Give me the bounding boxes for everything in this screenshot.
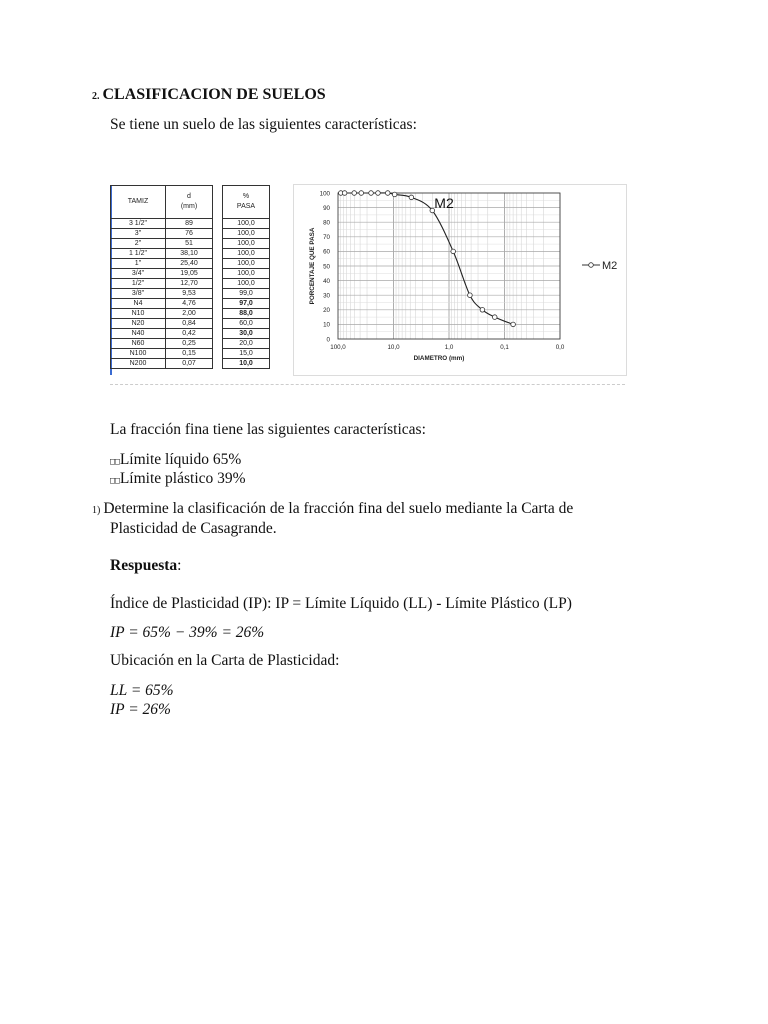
liquid-limit-text: Límite líquido 65% bbox=[119, 451, 242, 468]
cell-passing: 30,0 bbox=[223, 329, 270, 339]
cell-diameter: 38,10 bbox=[166, 249, 213, 259]
y-tick-label: 10 bbox=[323, 321, 330, 329]
section-number: 2. bbox=[92, 91, 100, 102]
cell-tamiz: 3/4" bbox=[111, 269, 166, 279]
data-point bbox=[342, 191, 347, 196]
data-point bbox=[430, 208, 435, 213]
cell-passing: 100,0 bbox=[223, 219, 270, 229]
table-row bbox=[223, 219, 270, 229]
x-tick-label: 10,0 bbox=[387, 344, 400, 351]
table-row bbox=[223, 339, 270, 349]
cell-diameter: 0,25 bbox=[166, 339, 213, 349]
data-point bbox=[369, 191, 374, 196]
ip-formula: IP = 65% − 39% = 26% bbox=[110, 624, 265, 641]
cell-passing: 20,0 bbox=[223, 339, 270, 349]
cell-passing: 60,0 bbox=[223, 319, 270, 329]
table-row bbox=[111, 349, 213, 359]
table-row bbox=[111, 339, 213, 349]
granulometric-chart bbox=[293, 184, 627, 376]
table-row bbox=[111, 299, 213, 309]
ll-value: LL = 65% bbox=[110, 682, 174, 699]
data-point bbox=[480, 308, 485, 313]
cell-diameter: 51 bbox=[166, 239, 213, 249]
cell-tamiz: 3" bbox=[111, 229, 166, 239]
table-row bbox=[111, 269, 213, 279]
cell-diameter: 0,15 bbox=[166, 349, 213, 359]
table-row bbox=[111, 279, 213, 289]
cell-tamiz: 1 1/2" bbox=[111, 249, 166, 259]
section-title: CLASIFICACION DE SUELOS bbox=[102, 86, 326, 103]
section-heading bbox=[92, 86, 326, 104]
y-tick-label: 60 bbox=[323, 248, 330, 256]
table-row bbox=[223, 299, 270, 309]
cell-tamiz: 3 1/2" bbox=[111, 219, 166, 229]
answer-label-line bbox=[110, 556, 181, 575]
y-tick-label: 100 bbox=[319, 190, 330, 198]
y-tick-label: 80 bbox=[323, 219, 330, 227]
cell-tamiz: 3/8" bbox=[111, 289, 166, 299]
header-percent bbox=[223, 186, 270, 219]
table-row bbox=[223, 259, 270, 269]
ip-definition: Índice de Plasticidad (IP): IP = Límite Líquido (LL) - Límite Plástico (LP) bbox=[110, 595, 572, 612]
table-row bbox=[223, 349, 270, 359]
data-point bbox=[492, 315, 497, 320]
cell-passing: 99,0 bbox=[223, 289, 270, 299]
cell-diameter: 2,00 bbox=[166, 309, 213, 319]
table-row bbox=[223, 269, 270, 279]
cell-diameter: 19,05 bbox=[166, 269, 213, 279]
legend-marker bbox=[589, 263, 594, 268]
table-row bbox=[111, 359, 213, 369]
legend-label: M2 bbox=[602, 260, 618, 272]
cell-diameter: 4,76 bbox=[166, 299, 213, 309]
cell-tamiz: N200 bbox=[111, 359, 166, 369]
cell-diameter: 89 bbox=[166, 219, 213, 229]
data-point bbox=[392, 192, 397, 197]
location-text: Ubicación en la Carta de Plasticidad: bbox=[110, 652, 340, 669]
answer-colon: : bbox=[177, 557, 182, 574]
y-axis-label: PORCENTAJE QUE PASA bbox=[309, 227, 316, 305]
table-row bbox=[223, 239, 270, 249]
cell-diameter: 12,70 bbox=[166, 279, 213, 289]
data-point bbox=[352, 191, 357, 196]
table-row bbox=[111, 319, 213, 329]
cell-diameter: 25,40 bbox=[166, 259, 213, 269]
chart-title: M2 bbox=[434, 195, 454, 211]
sieve-table-sizes bbox=[110, 185, 213, 369]
cell-passing: 100,0 bbox=[223, 269, 270, 279]
data-point bbox=[451, 249, 456, 254]
y-tick-label: 30 bbox=[323, 292, 330, 300]
y-tick-label: 40 bbox=[323, 277, 330, 285]
separator-dotted bbox=[110, 384, 625, 385]
data-point bbox=[511, 322, 516, 327]
y-tick-label: 50 bbox=[323, 263, 330, 271]
table-row bbox=[223, 289, 270, 299]
y-tick-label: 0 bbox=[326, 336, 330, 344]
cell-tamiz: N20 bbox=[111, 319, 166, 329]
header-diameter bbox=[166, 186, 213, 219]
data-point bbox=[359, 191, 364, 196]
x-axis-label: DIAMETRO (mm) bbox=[413, 355, 465, 362]
plastic-limit-text: Límite plástico 39% bbox=[119, 470, 246, 487]
cell-diameter: 0,07 bbox=[166, 359, 213, 369]
question-line-1 bbox=[92, 499, 573, 520]
y-tick-label: 90 bbox=[323, 204, 330, 212]
chart-svg bbox=[294, 185, 626, 375]
cell-passing: 100,0 bbox=[223, 279, 270, 289]
table-row bbox=[111, 229, 213, 239]
cell-passing: 97,0 bbox=[223, 299, 270, 309]
cell-passing: 100,0 bbox=[223, 229, 270, 239]
table-row bbox=[223, 359, 270, 369]
cell-tamiz: 1" bbox=[111, 259, 166, 269]
cell-passing: 100,0 bbox=[223, 249, 270, 259]
fine-fraction-intro: La fracción fina tiene las siguientes características: bbox=[110, 421, 426, 438]
intro-text: Se tiene un suelo de las siguientes características: bbox=[110, 116, 417, 133]
list-item bbox=[110, 469, 246, 491]
cell-tamiz: 2" bbox=[111, 239, 166, 249]
cell-diameter: 0,84 bbox=[166, 319, 213, 329]
header-pct-label: % bbox=[242, 193, 250, 200]
bullet-icon: □□ bbox=[110, 457, 119, 467]
table-row bbox=[111, 329, 213, 339]
cell-tamiz: N10 bbox=[111, 309, 166, 319]
cell-passing: 88,0 bbox=[223, 309, 270, 319]
table-row bbox=[223, 309, 270, 319]
question-number: 1) bbox=[92, 505, 101, 516]
sieve-table-passing bbox=[222, 185, 270, 369]
cell-passing: 15,0 bbox=[223, 349, 270, 359]
table-row bbox=[223, 229, 270, 239]
y-tick-label: 70 bbox=[323, 234, 330, 242]
data-point bbox=[468, 293, 473, 298]
cell-tamiz: 1/2" bbox=[111, 279, 166, 289]
data-point bbox=[385, 191, 390, 196]
table-row bbox=[223, 319, 270, 329]
cell-tamiz: N100 bbox=[111, 349, 166, 359]
bullet-icon: □□ bbox=[110, 476, 119, 486]
cell-tamiz: N4 bbox=[111, 299, 166, 309]
x-tick-label: 0,1 bbox=[500, 344, 509, 351]
header-pct-sub: PASA bbox=[236, 203, 256, 210]
table-row bbox=[223, 329, 270, 339]
cell-diameter: 76 bbox=[166, 229, 213, 239]
y-tick-label: 20 bbox=[323, 307, 330, 315]
x-tick-label: 1,0 bbox=[444, 344, 454, 351]
header-d-unit: (mm) bbox=[180, 203, 198, 210]
data-point bbox=[376, 191, 381, 196]
ip-value: IP = 26% bbox=[110, 701, 171, 718]
cell-tamiz: N60 bbox=[111, 339, 166, 349]
table-row bbox=[111, 219, 213, 229]
question-line-2: Plasticidad de Casagrande. bbox=[110, 520, 277, 537]
data-point bbox=[409, 195, 414, 200]
cell-passing: 100,0 bbox=[223, 259, 270, 269]
answer-label: Respuesta bbox=[110, 557, 178, 574]
cell-passing: 10,0 bbox=[223, 359, 270, 369]
table-row bbox=[111, 289, 213, 299]
x-tick-label: 100,0 bbox=[330, 344, 346, 351]
sieve-table bbox=[110, 185, 272, 375]
cell-passing: 100,0 bbox=[223, 239, 270, 249]
table-row bbox=[111, 249, 213, 259]
table-row bbox=[223, 249, 270, 259]
x-tick-label: 0,0 bbox=[555, 344, 565, 351]
header-d-label: d bbox=[187, 193, 191, 200]
header-tamiz: TAMIZ bbox=[111, 186, 166, 219]
cell-diameter: 0,42 bbox=[166, 329, 213, 339]
cell-diameter: 9,53 bbox=[166, 289, 213, 299]
table-row bbox=[223, 279, 270, 289]
table-row bbox=[111, 309, 213, 319]
question-text-1: Determine la clasificación de la fracción fina del suelo mediante la Carta de bbox=[103, 500, 574, 517]
table-row bbox=[111, 259, 213, 269]
table-row bbox=[111, 239, 213, 249]
cell-tamiz: N40 bbox=[111, 329, 166, 339]
